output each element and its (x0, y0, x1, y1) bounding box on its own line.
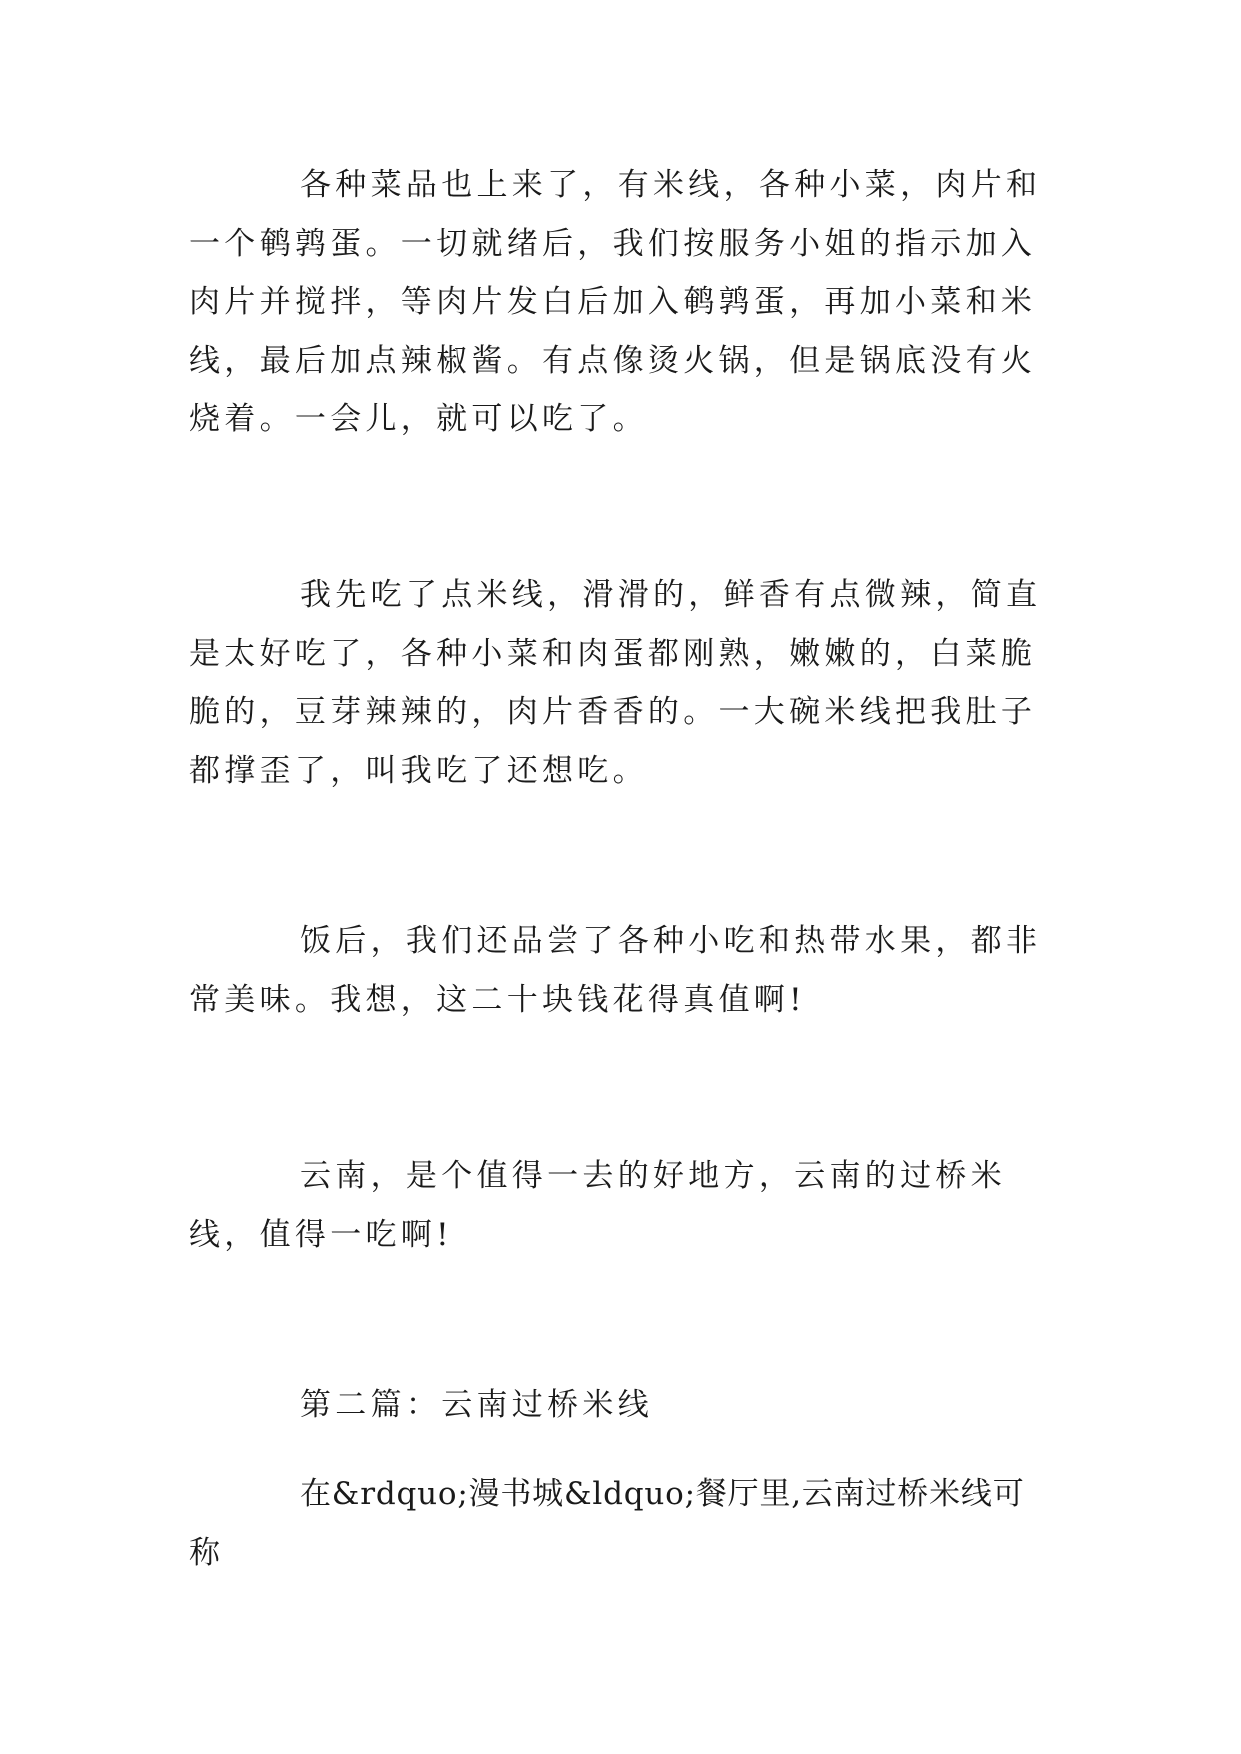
paragraph-conclusion: 云南，是个值得一去的好地方，云南的过桥米线，值得一吃啊! (189, 1158, 1006, 1253)
paragraph-dishes-served: 各种菜品也上来了，有米线，各种小菜，肉片和一个鹌鹑蛋。一切就绪后，我们按服务小姐的指示加入肉片并搅拌，等肉片发白后加入鹌鹑蛋，再加小菜和米线，最后加点辣椒酱。有点像烫火锅，但是锅底没有火烧着。一会儿，就可以吃了。 (189, 167, 1042, 437)
paragraph-restaurant-intro: 在&rdquo;漫书城&ldquo;餐厅里,云南过桥米线可称 (189, 1476, 1025, 1571)
paragraph-tasting: 我先吃了点米线，滑滑的，鲜香有点微辣，简直是太好吃了，各种小菜和肉蛋都刚熟，嫩嫩的，白菜脆脆的，豆芽辣辣的，肉片香香的。一大碗米线把我肚子都撑歪了，叫我吃了还想吃。 (189, 577, 1042, 789)
section-heading: 第二篇：云南过桥米线 (300, 1387, 653, 1423)
paragraph-after-meal: 饭后，我们还品尝了各种小吃和热带水果，都非常美味。我想，这二十块钱花得真值啊! (189, 923, 1042, 1018)
